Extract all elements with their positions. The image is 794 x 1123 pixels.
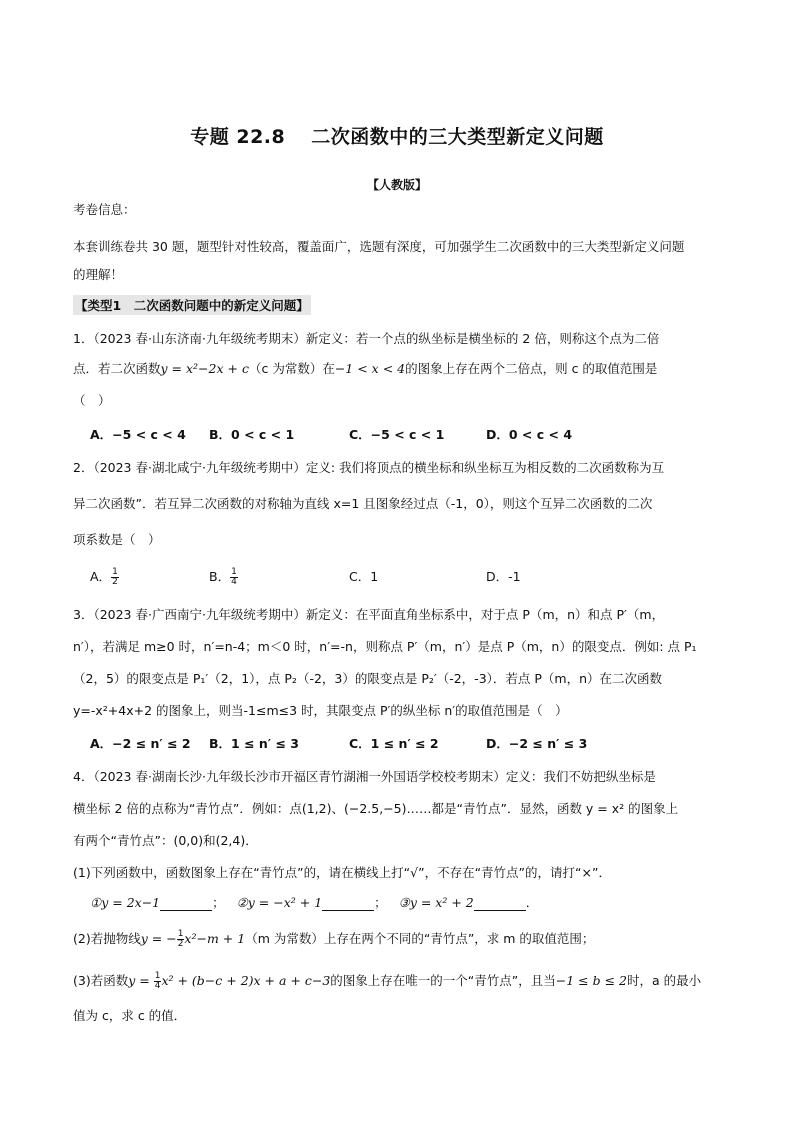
frac-denominator: 4 xyxy=(231,577,237,587)
q1-option-a[interactable]: A．−5 < c < 4 xyxy=(90,427,186,442)
edition-label: 【人教版】 xyxy=(366,178,427,192)
q4-answer-blank-1[interactable] xyxy=(160,898,212,911)
q4-part-3 xyxy=(73,971,701,991)
frac-numerator: 1 xyxy=(177,929,184,939)
q1-line-1: 1．（2023 春·山东济南·九年级统考期末）新定义：若一个点的纵坐标是横坐标的 2 倍，则称这个点为二倍 xyxy=(73,331,660,346)
q4-part-2-lead: (2)若抛物线 xyxy=(73,931,141,946)
title-main: 二次函数中的三大类型新定义问题 xyxy=(311,126,604,148)
q4-part-1: (1)下列函数中，函数图象上存在“青竹点”的，请在横线上打“√”，不存在“青竹点”的，请打“×”． xyxy=(73,865,611,880)
q1-formula-1: y = x²−2x + c xyxy=(160,361,249,376)
intro-line-1: 本套训练卷共 30 题，题型针对性较高，覆盖面广，选题有深度，可加强学生二次函数中的三大类型新定义问题 xyxy=(73,239,685,254)
q1-text-b: （c 为常数）在 xyxy=(248,361,335,376)
q4-part-2-formula-post: x²−m + 1 xyxy=(184,931,246,946)
q4-part-2-formula-pre: y = − xyxy=(140,931,177,946)
separator: ； xyxy=(212,895,225,910)
q4-line-1: 4．（2023 春·湖南长沙·九年级长沙市开福区青竹湖湘一外国语学校校考期末）定义：我们不妨把纵坐标是 xyxy=(73,769,656,784)
q4-answer-blank-2[interactable] xyxy=(322,898,374,911)
section-heading: 【类型1 二次函数问题中的新定义问题】 xyxy=(73,295,311,315)
q3-option-c[interactable]: C．1 ≤ n′ ≤ 2 xyxy=(349,736,439,751)
q4-functions-line xyxy=(90,893,538,911)
q3-option-b[interactable]: B．1 ≤ n′ ≤ 3 xyxy=(209,736,299,751)
q3-option-d[interactable]: D．−2 ≤ n′ ≤ 3 xyxy=(486,736,588,751)
q4-line-2: 横坐标 2 倍的点称为“青竹点”．例如：点(1,2)、(−2.5,−5)……都是“青竹点”．显然，函数 y = x² 的图象上 xyxy=(73,801,679,816)
q4-function-2: ②y = −x² + 1 xyxy=(236,895,323,910)
q3-line-3: （2，5）的限变点是 P₁′（2，1），点 P₂（-2，3）的限变点是 P₂′（-2，-3）．若点 P（m，n）在二次函数 xyxy=(73,671,663,686)
q4-part-3-formula-pre: y = xyxy=(128,973,154,988)
q2-option-b-label: B． xyxy=(209,569,231,584)
separator: ； xyxy=(374,895,387,910)
q4-answer-blank-3[interactable] xyxy=(474,898,526,911)
frac-numerator: 1 xyxy=(154,971,161,981)
frac-denominator: 4 xyxy=(154,981,161,991)
info-label: 考卷信息： xyxy=(73,202,136,217)
intro-line-2: 的理解！ xyxy=(73,267,124,282)
q2-option-a-fraction xyxy=(111,568,119,587)
q1-option-b[interactable]: B．0 < c < 1 xyxy=(209,427,295,442)
frac-numerator: 1 xyxy=(231,567,237,577)
q1-line-3: （ ） xyxy=(73,393,111,408)
q1-formula-2: −1 < x < 4 xyxy=(334,361,406,376)
q2-option-b[interactable] xyxy=(209,567,238,587)
q2-option-c[interactable]: C．1 xyxy=(349,569,379,584)
frac-numerator: 1 xyxy=(112,567,118,577)
q3-line-2: n′），若满足 m≥0 时，n′=n-4；m＜0 时，n′=-n，则称点 P′（m，n′）是点 P（m，n）的限变点．例如: 点 P₁ xyxy=(73,639,697,654)
q4-part-3-lead: (3)若函数 xyxy=(73,973,129,988)
q2-option-a[interactable] xyxy=(90,567,119,587)
q4-part-2 xyxy=(73,929,594,949)
q4-part-3-formula-post: x² + (b−c + 2)x + a + c−3 xyxy=(161,973,331,988)
q4-function-1: ①y = 2x−1 xyxy=(90,895,161,910)
title-prefix: 专题 22.8 xyxy=(190,126,286,148)
q2-line-2: 异二次函数”．若互异二次函数的对称轴为直线 x=1 且图象经过点（-1，0），则这个互异二次函数的二次 xyxy=(73,496,653,511)
q2-option-b-fraction xyxy=(230,568,238,587)
q2-option-d[interactable]: D．-1 xyxy=(486,569,521,584)
q4-part-3-text-end: 时，a 的最小 xyxy=(626,973,702,988)
q1-line-2 xyxy=(73,359,657,377)
q4-part-3-formula-2: −1 ≤ b ≤ 2 xyxy=(555,973,627,988)
frac-denominator: 2 xyxy=(112,577,118,587)
q4-line-3: 有两个“青竹点”：(0,0)和(2,4)． xyxy=(73,833,258,848)
q3-line-1: 3．（2023 春·广西南宁·九年级统考期中）新定义：在平面直角坐标系中，对于点 P（m，n）和点 P′（m， xyxy=(73,607,665,622)
end-mark: ． xyxy=(525,895,539,910)
q4-part-3-text: 的图象上存在唯一的一个“青竹点”，且当 xyxy=(330,973,556,988)
q2-line-3: 项系数是（ ） xyxy=(73,532,161,547)
q1-option-c[interactable]: C．−5 < c < 1 xyxy=(349,427,445,442)
q2-option-a-label: A． xyxy=(90,569,112,584)
q4-part-2-text: （m 为常数）上存在两个不同的“青竹点”，求 m 的取值范围； xyxy=(245,931,595,946)
q3-line-4: y=-x²+4x+2 的图象上，则当-1≤m≤3 时，其限变点 P′的纵坐标 n′的取值范围是（ ） xyxy=(73,703,568,718)
q1-option-d[interactable]: D．0 < c < 4 xyxy=(486,427,573,442)
q3-option-a[interactable]: A．−2 ≤ n′ ≤ 2 xyxy=(90,736,191,751)
q1-text-c: 的图象上存在两个二倍点，则 c 的取值范围是 xyxy=(405,361,658,376)
frac-denominator: 2 xyxy=(177,939,184,949)
q4-function-3: ③y = x² + 2 xyxy=(398,895,474,910)
q4-part-3-continued: 值为 c，求 c 的值． xyxy=(73,1008,187,1023)
q2-line-1: 2．（2023 春·湖北咸宁·九年级统考期中）定义: 我们将顶点的横坐标和纵坐标互为相反数的二次函数称为互 xyxy=(73,460,665,475)
q1-text-a: 点．若二次函数 xyxy=(73,361,161,376)
page-title xyxy=(0,122,794,149)
